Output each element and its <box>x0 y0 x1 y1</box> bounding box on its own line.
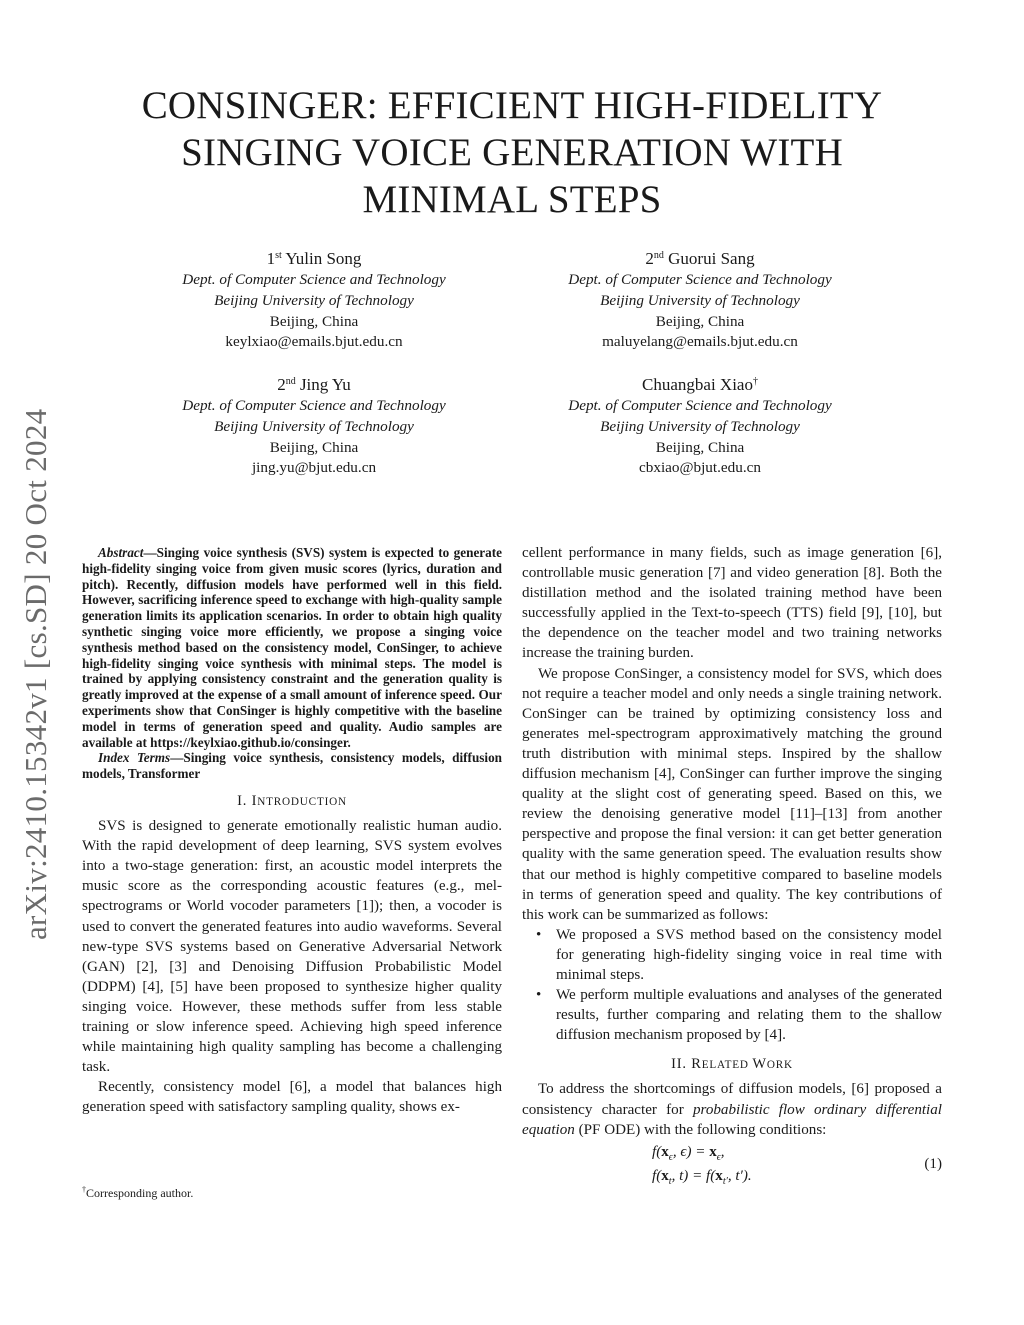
author-university: Beijing University of Technology <box>600 291 800 309</box>
intro-paragraph-2: Recently, consistency model [6], a model that balances high generation speed with satisfactory sampling quality, shows ex- <box>82 1079 502 1116</box>
bullet-icon: • <box>536 987 542 1004</box>
author-city: Beijing, China <box>269 312 359 330</box>
paper-title <box>90 82 934 223</box>
author-block-1 <box>134 248 494 353</box>
author-email: jing.yu@bjut.edu.cn <box>251 459 377 477</box>
author-department: Dept. of Computer Science and Technology <box>182 397 446 414</box>
author-city: Beijing, China <box>269 438 359 456</box>
left-column <box>82 545 502 1117</box>
equation-line-1: $f(x_\epsilon$, $\epsilon) = x_\epsilon$, <box>652 1143 725 1163</box>
right-paragraph-1: cellent performance in many fields, such as image generation [6], controllable music generation [7] and video generation [8]. Both the distillation method and the isolated training method have been successfully applied in the Text-to-speech (TTS) field [9], [10], but the dependence on the teacher model and two training networks increase the training burden. <box>522 545 942 662</box>
author-university: Beijing University of Technology <box>214 291 414 309</box>
abstract <box>82 545 502 750</box>
contributions-list <box>522 925 942 1046</box>
section-heading-introduction: I. INTRODUCTION <box>237 792 347 809</box>
equation-line-2: $f(x_t$, $t) = f(x_{t'}$, t′). <box>652 1167 752 1187</box>
title-line: MINIMAL STEPS <box>362 178 662 221</box>
abstract-label: Abstract <box>98 545 144 560</box>
equation-1 <box>522 1142 942 1194</box>
right-column <box>522 543 942 1194</box>
author-name: Chuangbai Xiao† <box>642 375 758 394</box>
author-city: Beijing, China <box>655 438 745 456</box>
author-department: Dept. of Computer Science and Technology <box>568 271 832 288</box>
section-heading-related-work: II. RELATED WORK <box>671 1056 793 1073</box>
list-item: • We proposed a SVS method based on the consistency model for generating high-fidelity singing voice in real time with minimal steps. <box>536 926 942 983</box>
author-department: Dept. of Computer Science and Technology <box>568 397 832 414</box>
author-block-3 <box>134 374 494 479</box>
list-item: • We perform multiple evaluations and analyses of the generated results, further comparing and relating them to the shallow diffusion mechanism proposed by [4]. <box>536 987 942 1044</box>
right-paragraph-2: We propose ConSinger, a consistency model for SVS, which does not require a teacher model and only needs a single training network. ConSinger can be trained by optimizing consistency loss and generates mel-spectrogram approximatively matching the ground truth distribution with minimal steps. Inspired by the shallow diffusion mechanism [4], ConSinger can further improve the singing quality at the slight cost of generating speed. Based on this, we review the denoising generative model [11]–[13] from another perspective and propose the final version: it can get better generation quality with the same generation speed. The evaluation results show that our method is highly competitive compared to baseline models in terms of generation speed and quality. The key contributions of this work can be summarized as follows: <box>522 665 942 923</box>
intro-paragraph-1: SVS is designed to generate emotionally realistic human audio. With the rapid development of deep learning, SVS system evolves into a two-stage generation: first, an acoustic model interprets the music score as the corresponding acoustic features (e.g., mel-spectrograms or World vocoder parameters [1]); then, a vocoder is used to convert the generated features into audio waveforms. Several new-type SVS systems based on Generative Adversarial Network (GAN) [2], [3] and Denoising Diffusion Probabilistic Model (DDPM) [4], [5] have been proposed to synthesize higher quality singing voice. However, these methods suffer from less stable training or slow inference speed. Achieving high speed inference while maintaining high quality sampling has become a challenging task. <box>82 818 502 1076</box>
author-email: keylxiao@emails.bjut.edu.cn <box>225 333 403 351</box>
author-name: 2nd Guorui Sang <box>645 249 755 268</box>
author-university: Beijing University of Technology <box>214 417 414 435</box>
arxiv-identifier-stamp: arXiv:2410.15342v1 [cs.SD] 20 Oct 2024 <box>18 408 53 940</box>
author-university: Beijing University of Technology <box>600 417 800 435</box>
author-block-2 <box>520 248 880 353</box>
author-name: 1st Yulin Song <box>266 249 362 268</box>
abstract-text: —Singing voice synthesis (SVS) system is expected to generate high-fidelity singing voice from given music scores (lyrics, duration and pitch). Recently, diffusion models have performed well in this field. However, sacrificing inference speed to exchange with high-quality sample generation limits its application scenarios. In order to obtain high quality synthetic singing voice more efficiently, we propose a singing voice synthesis method based on the consistency model, ConSinger, to achieve high-fidelity singing voice synthesis with minimal steps. The model is trained by applying consistency constraint and the generation quality is greatly improved at the expense of a small amount of inference speed. Our experiments show that ConSinger is highly competitive with the baseline model in terms of generation speed and quality. Audio samples are available at https://keylxiao.github.io/consinger. <box>82 545 502 750</box>
author-name: 2nd Jing Yu <box>277 375 351 394</box>
equation-number: (1) <box>924 1155 942 1172</box>
title-line: CONSINGER: EFFICIENT HIGH-FIDELITY <box>141 84 883 127</box>
author-department: Dept. of Computer Science and Technology <box>182 271 446 288</box>
title-line: SINGING VOICE GENERATION WITH <box>181 131 843 174</box>
author-email: cbxiao@bjut.edu.cn <box>639 459 761 477</box>
related-paragraph: To address the shortcomings of diffusion models, [6] proposed a consistency character for probabilistic flow ordinary differential equation (PF ODE) with the following conditions: <box>522 1081 942 1138</box>
index-terms-label: Index Terms <box>98 750 171 766</box>
bullet-icon: • <box>536 926 542 943</box>
author-block-4 <box>520 374 880 479</box>
author-email: maluyelang@emails.bjut.edu.cn <box>602 333 798 351</box>
author-city: Beijing, China <box>655 312 745 330</box>
index-terms <box>82 750 502 782</box>
footnote: †Corresponding author. <box>82 1185 194 1200</box>
index-terms-text: —Singing voice synthesis, consistency models, diffusion models, Transformer <box>82 750 503 782</box>
